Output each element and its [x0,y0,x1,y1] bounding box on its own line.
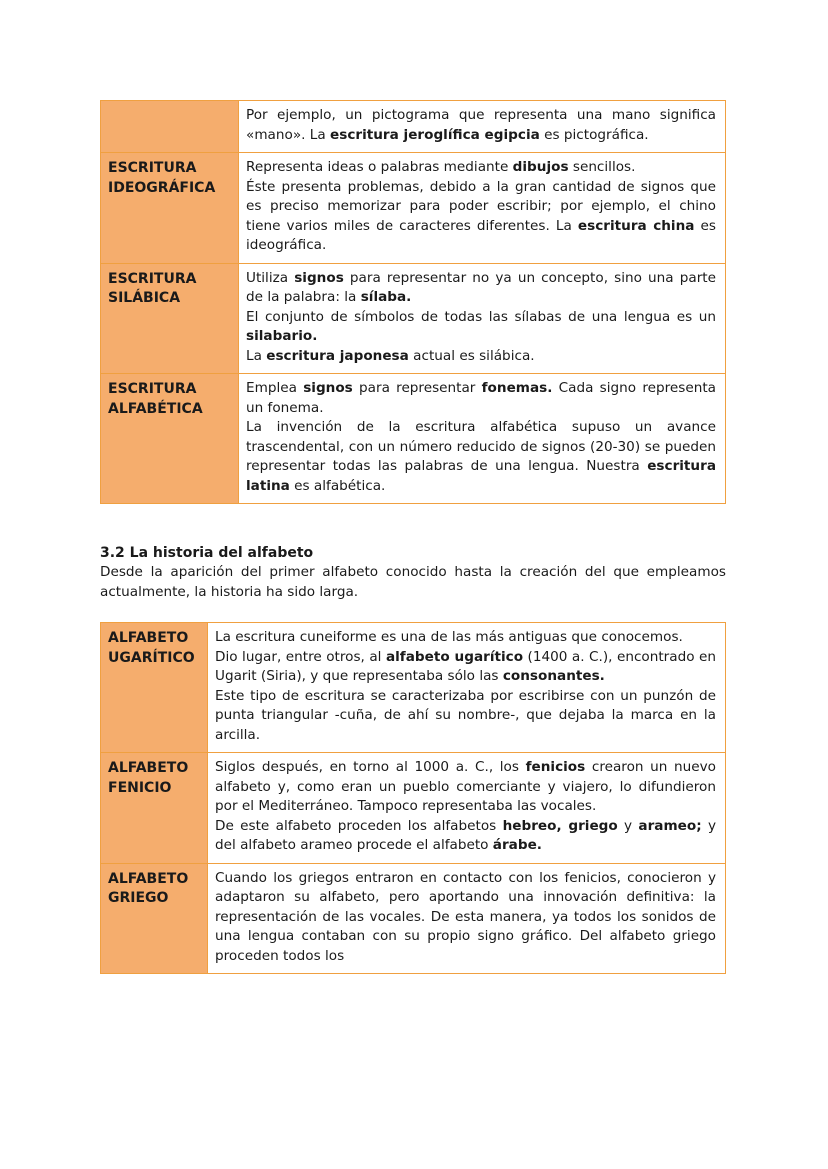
text-segment: Éste presenta problemas, debido a la gran cantidad de signos que es preciso memorizar para poder escribir; por ejemplo, el chino tiene varios miles de caracteres diferentes. La [246,178,716,234]
bold-term: sílaba. [360,289,412,305]
text-segment: Dio lugar, entre otros, al [215,648,386,665]
bold-term: silabario. [246,328,318,344]
description-line [215,817,716,856]
bold-term: escritura japonesa [266,347,409,364]
row-header: ALFABETO FENICIO [101,753,208,864]
row-description [208,753,726,864]
text-segment: es alfabética. [289,477,386,494]
row-header: ALFABETO GRIEGO [101,863,208,974]
alphabet-history-section [100,544,726,602]
table-row [101,153,726,264]
bold-term: escritura china [577,217,695,234]
text-segment: para representar [352,380,482,396]
text-segment: (1400 a. C.), encontrado en Ugarit (Siria), y que representaba sólo las [215,648,717,684]
text-segment: para representar no ya un concepto, sino una parte de la palabra: la [246,269,716,305]
description-line [215,648,716,687]
description-line [246,308,716,347]
bold-term: fonemas. [481,380,553,396]
table-row [101,374,726,504]
row-header [101,101,239,153]
text-segment: De este alfabeto proceden los alfabetos [215,817,503,834]
row-description [239,374,726,504]
section-title: 3.2 La historia del alfabeto [100,545,314,561]
text-segment: actual es silábica. [408,347,535,364]
bold-term: consonantes. [502,668,605,684]
row-description [208,863,726,974]
bold-term: arameo; [638,817,702,834]
text-segment: Representa ideas o palabras mediante [246,159,513,175]
row-header: ESCRITURA IDEOGRÁFICA [101,153,239,264]
description-line [246,269,716,308]
bold-term: fenicios [525,759,586,775]
row-header: ESCRITURA ALFABÉTICA [101,374,239,504]
row-header: ESCRITURA SILÁBICA [101,263,239,374]
alphabet-history-table [100,622,726,974]
text-segment: La invención de la escritura alfabética supuso un avance trascendental, con un número reducido de signos (20-30) se pueden representar todas las palabras de una lengua. Nuestra [246,419,716,474]
text-segment: crearon un nuevo alfabeto y, como eran un pueblo comerciante y viajero, lo difundieron por el Mediterráneo. Tampoco representaba las vocales. [215,759,716,814]
bold-term: signos [294,269,344,286]
text-segment: y [617,817,639,834]
description-line [246,379,716,418]
table-row [101,623,726,753]
text-segment: Por ejemplo, un pictograma que representa una mano significa «mano». La [246,107,716,143]
text-segment: y del alfabeto arameo procede el alfabeto [215,817,717,853]
bold-term: hebreo, griego [502,817,618,834]
description-line [246,106,716,145]
bold-term: escritura jeroglífica egipcia [330,126,540,143]
description-line [246,158,716,178]
text-segment: Emplea [246,380,304,396]
description-line [215,869,716,967]
text-segment: Cuando los griegos entraron en contacto con los fenicios, conocieron y adaptaron su alfabeto, pero aportando una innovación definitiva: la representación de las vocales. De esta manera, ya todos los sonidos de una lengua contaban con su propio signo gráfico. Del alfabeto griego proceden todos los [215,869,716,964]
row-description [239,263,726,374]
row-header: ALFABETO UGARÍTICO [101,623,208,753]
row-description [208,623,726,753]
description-line [215,687,716,746]
text-segment: Cada signo representa un fonema. [246,380,716,416]
description-line [215,628,716,648]
description-line [246,418,716,496]
bold-term: dibujos [512,159,569,175]
description-line [246,347,716,367]
description-line [215,758,716,817]
row-description [239,101,726,153]
bold-term: alfabeto ugarítico [385,648,524,665]
bold-term: signos [303,380,353,396]
table-row [101,101,726,153]
text-segment: Utiliza [246,269,295,286]
writing-types-table [100,100,726,504]
text-segment: La escritura cuneiforme es una de las más antiguas que conocemos. [215,629,683,645]
text-segment: es pictográfica. [539,126,649,143]
text-segment: La [246,347,267,364]
description-line [246,178,716,256]
bold-term: árabe. [492,837,542,853]
table-row [101,753,726,864]
table-row [101,263,726,374]
section-intro: Desde la aparición del primer alfabeto conocido hasta la creación del que empleamos actualmente, la historia ha sido larga. [100,564,726,600]
text-segment: Este tipo de escritura se caracterizaba por escribirse con un punzón de punta triangular -cuña, de ahí su nombre-, que dejaba la marca en la arcilla. [215,687,716,743]
text-segment: es ideográfica. [246,217,716,253]
table-row [101,863,726,974]
text-segment: El conjunto de símbolos de todas las sílabas de una lengua es un [246,308,716,325]
text-segment: Siglos después, en torno al 1000 a. C., los [215,759,526,775]
row-description [239,153,726,264]
bold-term: escritura latina [246,458,716,494]
text-segment: sencillos. [568,159,636,175]
